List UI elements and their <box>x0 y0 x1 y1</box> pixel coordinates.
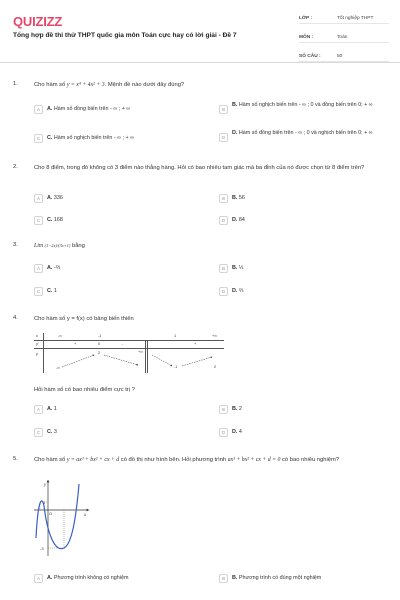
option-content: 3 <box>53 429 57 435</box>
option-letter: A. <box>47 575 53 581</box>
option-box: B <box>219 264 228 273</box>
option-box: A <box>34 105 43 114</box>
sign: + <box>74 342 77 346</box>
option-box: A <box>34 574 43 583</box>
option-text <box>47 429 195 436</box>
question-suffix: . Mệnh đề nào dưới đây đúng? <box>104 82 185 88</box>
header-divider <box>0 62 400 63</box>
option-text <box>232 406 380 413</box>
option-box: B <box>219 574 228 583</box>
meta-row-count <box>299 50 389 62</box>
question-followup: Hỏi hàm số có bao nhiêu điểm cực trị ? <box>34 387 135 393</box>
meta-value: Tốt nghiệp THPT <box>337 16 374 21</box>
option-letter: D. <box>232 429 238 435</box>
option-content: Phương trình không có nghiệm <box>53 575 129 581</box>
variation-arrows <box>34 333 224 373</box>
question-1 <box>13 81 393 141</box>
option-text <box>47 195 195 202</box>
graph-y-label: y <box>44 483 47 488</box>
option-content: 336 <box>53 195 63 201</box>
option-letter: D. <box>232 288 238 294</box>
option-text <box>47 106 195 113</box>
option-content: 1 <box>53 406 57 412</box>
question-suffix: có bao nhiêu nghiệm? <box>282 457 340 463</box>
option-box: C <box>34 428 43 437</box>
option-content: ⅔ <box>238 288 244 294</box>
cubic-curve <box>36 484 79 549</box>
question-number: 3. <box>13 242 18 248</box>
question-text: Cho 8 điểm, trong đó không có 3 điểm nào thẳng hàng. Hỏi có bao nhiêu tam giác mà ba đỉnh của nó được chọn từ 8 điểm trên? <box>34 165 365 171</box>
option-letter: D. <box>232 217 238 223</box>
option-letter: D. <box>232 130 238 136</box>
meta-value: Toán <box>337 35 348 40</box>
option-content: 84 <box>238 217 245 223</box>
option-letter: A. <box>47 106 53 112</box>
option-letter: A. <box>47 406 53 412</box>
option-content: -⅔ <box>53 265 61 271</box>
option-text <box>47 575 195 582</box>
x-value: -1 <box>98 334 102 338</box>
question-text <box>34 456 392 464</box>
option-box: A <box>34 194 43 203</box>
option-text <box>47 217 195 224</box>
option-content: ⅓ <box>238 265 244 271</box>
meta-panel <box>299 12 389 69</box>
question-prefix: Cho hàm số <box>34 82 66 88</box>
question-prefix: Cho hàm số <box>34 457 66 463</box>
question-text <box>34 81 392 89</box>
variation-table <box>34 333 224 373</box>
lim-symbol: Lim <box>34 243 44 249</box>
page-title: Tổng hợp đề thi thử THPT quốc gia môn Toán cực hay có lời giải - Đề 7 <box>13 32 237 39</box>
quizizz-logo: QUIZIZZ <box>13 14 63 29</box>
question-text: Cho hàm số y = f(x) có bảng biến thiên <box>34 316 134 322</box>
question-text <box>34 242 392 250</box>
option-content: Hàm số nghịch biến trên - ∞ ; + ∞ <box>53 135 134 141</box>
question-number: 5. <box>13 456 18 462</box>
option-content: Hàm số đồng biến trên - ∞ ; + ∞ <box>53 106 131 112</box>
x-value: -∞ <box>58 334 62 338</box>
question-formula: y = x⁴ + 4x² + 3 <box>66 82 105 88</box>
y-value: 2 <box>214 365 217 369</box>
question-number: 1. <box>13 81 18 87</box>
question-2 <box>13 164 393 224</box>
option-letter: C. <box>47 288 53 294</box>
question-3 <box>13 242 393 298</box>
sign: 0 <box>98 342 101 346</box>
option-text <box>47 288 195 295</box>
option-box: A <box>34 264 43 273</box>
meta-key: LỚP : <box>299 16 313 21</box>
option-box: B <box>219 105 228 114</box>
option-box: D <box>219 133 228 142</box>
option-box: B <box>219 405 228 414</box>
yprime-label: y' <box>36 342 39 346</box>
option-box: D <box>219 287 228 296</box>
option-content: 1 <box>53 288 57 294</box>
question-number: 2. <box>13 164 18 170</box>
option-box: C <box>34 287 43 296</box>
option-letter: C. <box>47 217 53 223</box>
question-formula-2: ax³ + bx² + cx + d = 0 <box>227 457 281 463</box>
x-label: x <box>36 334 38 338</box>
meta-key: MÔN : <box>299 35 314 40</box>
option-content: 4 <box>238 429 242 435</box>
option-letter: A. <box>47 265 53 271</box>
option-content: Hàm số đồng biến trên - ∞ ; 0 và nghịch biến trên 0; + ∞ <box>238 130 373 136</box>
graph-origin: O <box>49 511 53 516</box>
option-text <box>47 135 195 142</box>
option-box: C <box>34 216 43 225</box>
option-box: D <box>219 428 228 437</box>
option-box: C <box>34 134 43 143</box>
meta-row-class <box>299 12 389 24</box>
question-formula: (1−2x)/(3x+1) <box>44 243 71 248</box>
y-value: 2 <box>98 351 101 355</box>
x-value: +∞ <box>212 334 217 338</box>
graph-top-value: 1 <box>43 500 46 505</box>
option-letter: C. <box>47 135 53 141</box>
option-content: Phương trình có đúng một nghiệm <box>238 575 322 581</box>
option-box: D <box>219 216 228 225</box>
option-text <box>232 102 380 109</box>
option-content: Hàm số nghịch biến trên - ∞ ; 0 và đồng biến trên 0; + ∞ <box>238 102 373 108</box>
y-value: +∞ <box>138 350 143 354</box>
option-letter: B. <box>232 265 238 271</box>
y-value: -∞ <box>56 366 60 370</box>
option-box: A <box>34 405 43 414</box>
option-content: 168 <box>53 217 63 223</box>
option-text <box>232 575 380 582</box>
option-letter: B. <box>232 406 238 412</box>
question-suffix: bằng <box>71 243 85 249</box>
option-text <box>232 195 380 202</box>
option-letter: B. <box>232 575 238 581</box>
option-letter: C. <box>47 429 53 435</box>
question-mid: có đồ thị như hình bên. Hỏi phương trình <box>120 457 227 463</box>
y-label: y <box>36 352 38 356</box>
option-text <box>47 265 195 272</box>
x-value: 1 <box>174 334 177 338</box>
option-box: B <box>219 194 228 203</box>
option-text <box>232 429 380 436</box>
option-letter: B. <box>232 102 238 108</box>
option-text <box>232 217 380 224</box>
meta-value: 50 <box>337 54 343 59</box>
graph-x-label: x <box>84 513 87 518</box>
graph-bottom-value: -3 <box>40 546 44 551</box>
option-text <box>232 265 380 272</box>
option-text <box>47 406 195 413</box>
y-value: -1 <box>174 365 178 369</box>
meta-row-subject <box>299 31 389 43</box>
option-letter: B. <box>232 195 238 201</box>
question-number: 4. <box>13 315 18 321</box>
sign: - <box>122 342 124 346</box>
cubic-graph <box>32 478 90 558</box>
option-content: 56 <box>238 195 245 201</box>
meta-key: SỐ CÂU : <box>299 54 321 59</box>
question-formula: y = ax³ + bx² + cx + d <box>66 457 120 463</box>
option-content: 2 <box>238 406 242 412</box>
option-letter: A. <box>47 195 53 201</box>
option-text <box>232 288 380 295</box>
sign: + <box>194 342 197 346</box>
option-text <box>232 130 380 137</box>
